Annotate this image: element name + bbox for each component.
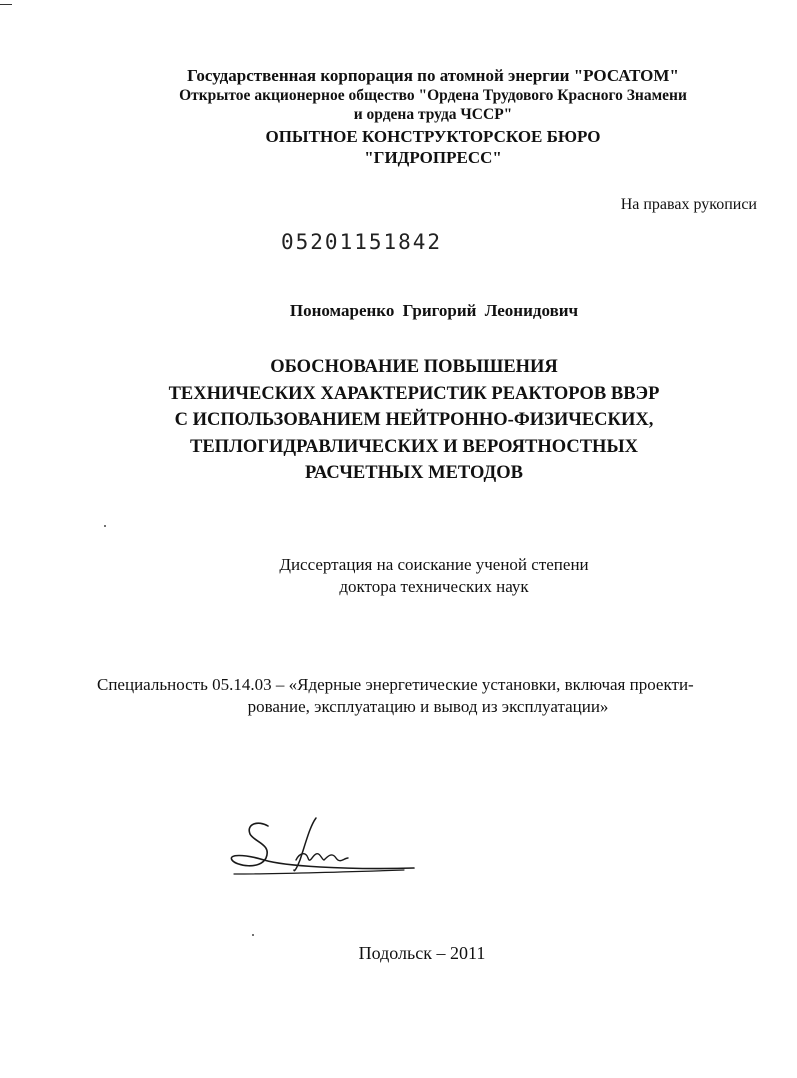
scan-mark <box>0 4 12 5</box>
header-line-2: Открытое акционерное общество "Ордена Трудового Красного Знамени <box>179 87 687 104</box>
header-line-1: Государственная корпорация по атомной энергии "РОСАТОМ" <box>187 66 679 85</box>
header-line-5: "ГИДРОПРЕСС" <box>364 148 502 167</box>
scan-speck <box>252 934 254 936</box>
manuscript-rights-note: На правах рукописи <box>620 196 757 213</box>
header-line-4: ОПЫТНОЕ КОНСТРУКТОРСКОЕ БЮРО <box>265 127 601 146</box>
specialty-line-2: рование, эксплуатацию и вывод из эксплуатации» <box>247 697 609 716</box>
registration-stamp-number: 05201151842 <box>281 230 443 254</box>
author-name: Пономаренко Григорий Леонидович <box>289 301 579 320</box>
title-line: ТЕПЛОГИДРАВЛИЧЕСКИХ И ВЕРОЯТНОСТНЫХ <box>190 436 638 457</box>
specialty-statement <box>97 674 759 718</box>
header-line-3: и ордена труда ЧССР" <box>353 106 513 123</box>
handwritten-signature <box>224 812 424 882</box>
title-line: РАСЧЕТНЫХ МЕТОДОВ <box>305 463 523 483</box>
organization-header <box>0 66 797 168</box>
title-line: ОБОСНОВАНИЕ ПОВЫШЕНИЯ <box>270 357 558 377</box>
degree-line-2: доктора технических наук <box>339 577 529 596</box>
scan-speck <box>104 525 106 527</box>
dissertation-degree <box>0 554 797 598</box>
dissertation-title <box>0 354 797 487</box>
title-line: ТЕХНИЧЕСКИХ ХАРАКТЕРИСТИК РЕАКТОРОВ ВВЭР <box>168 383 660 404</box>
title-line: С ИСПОЛЬЗОВАНИЕМ НЕЙТРОННО-ФИЗИЧЕСКИХ, <box>174 410 654 430</box>
degree-line-1: Диссертация на соискание ученой степени <box>279 555 589 574</box>
specialty-line-1: Специальность 05.14.03 – «Ядерные энергетические установки, включая проекти- <box>97 675 694 694</box>
city-and-year: Подольск – 2011 <box>358 943 486 963</box>
